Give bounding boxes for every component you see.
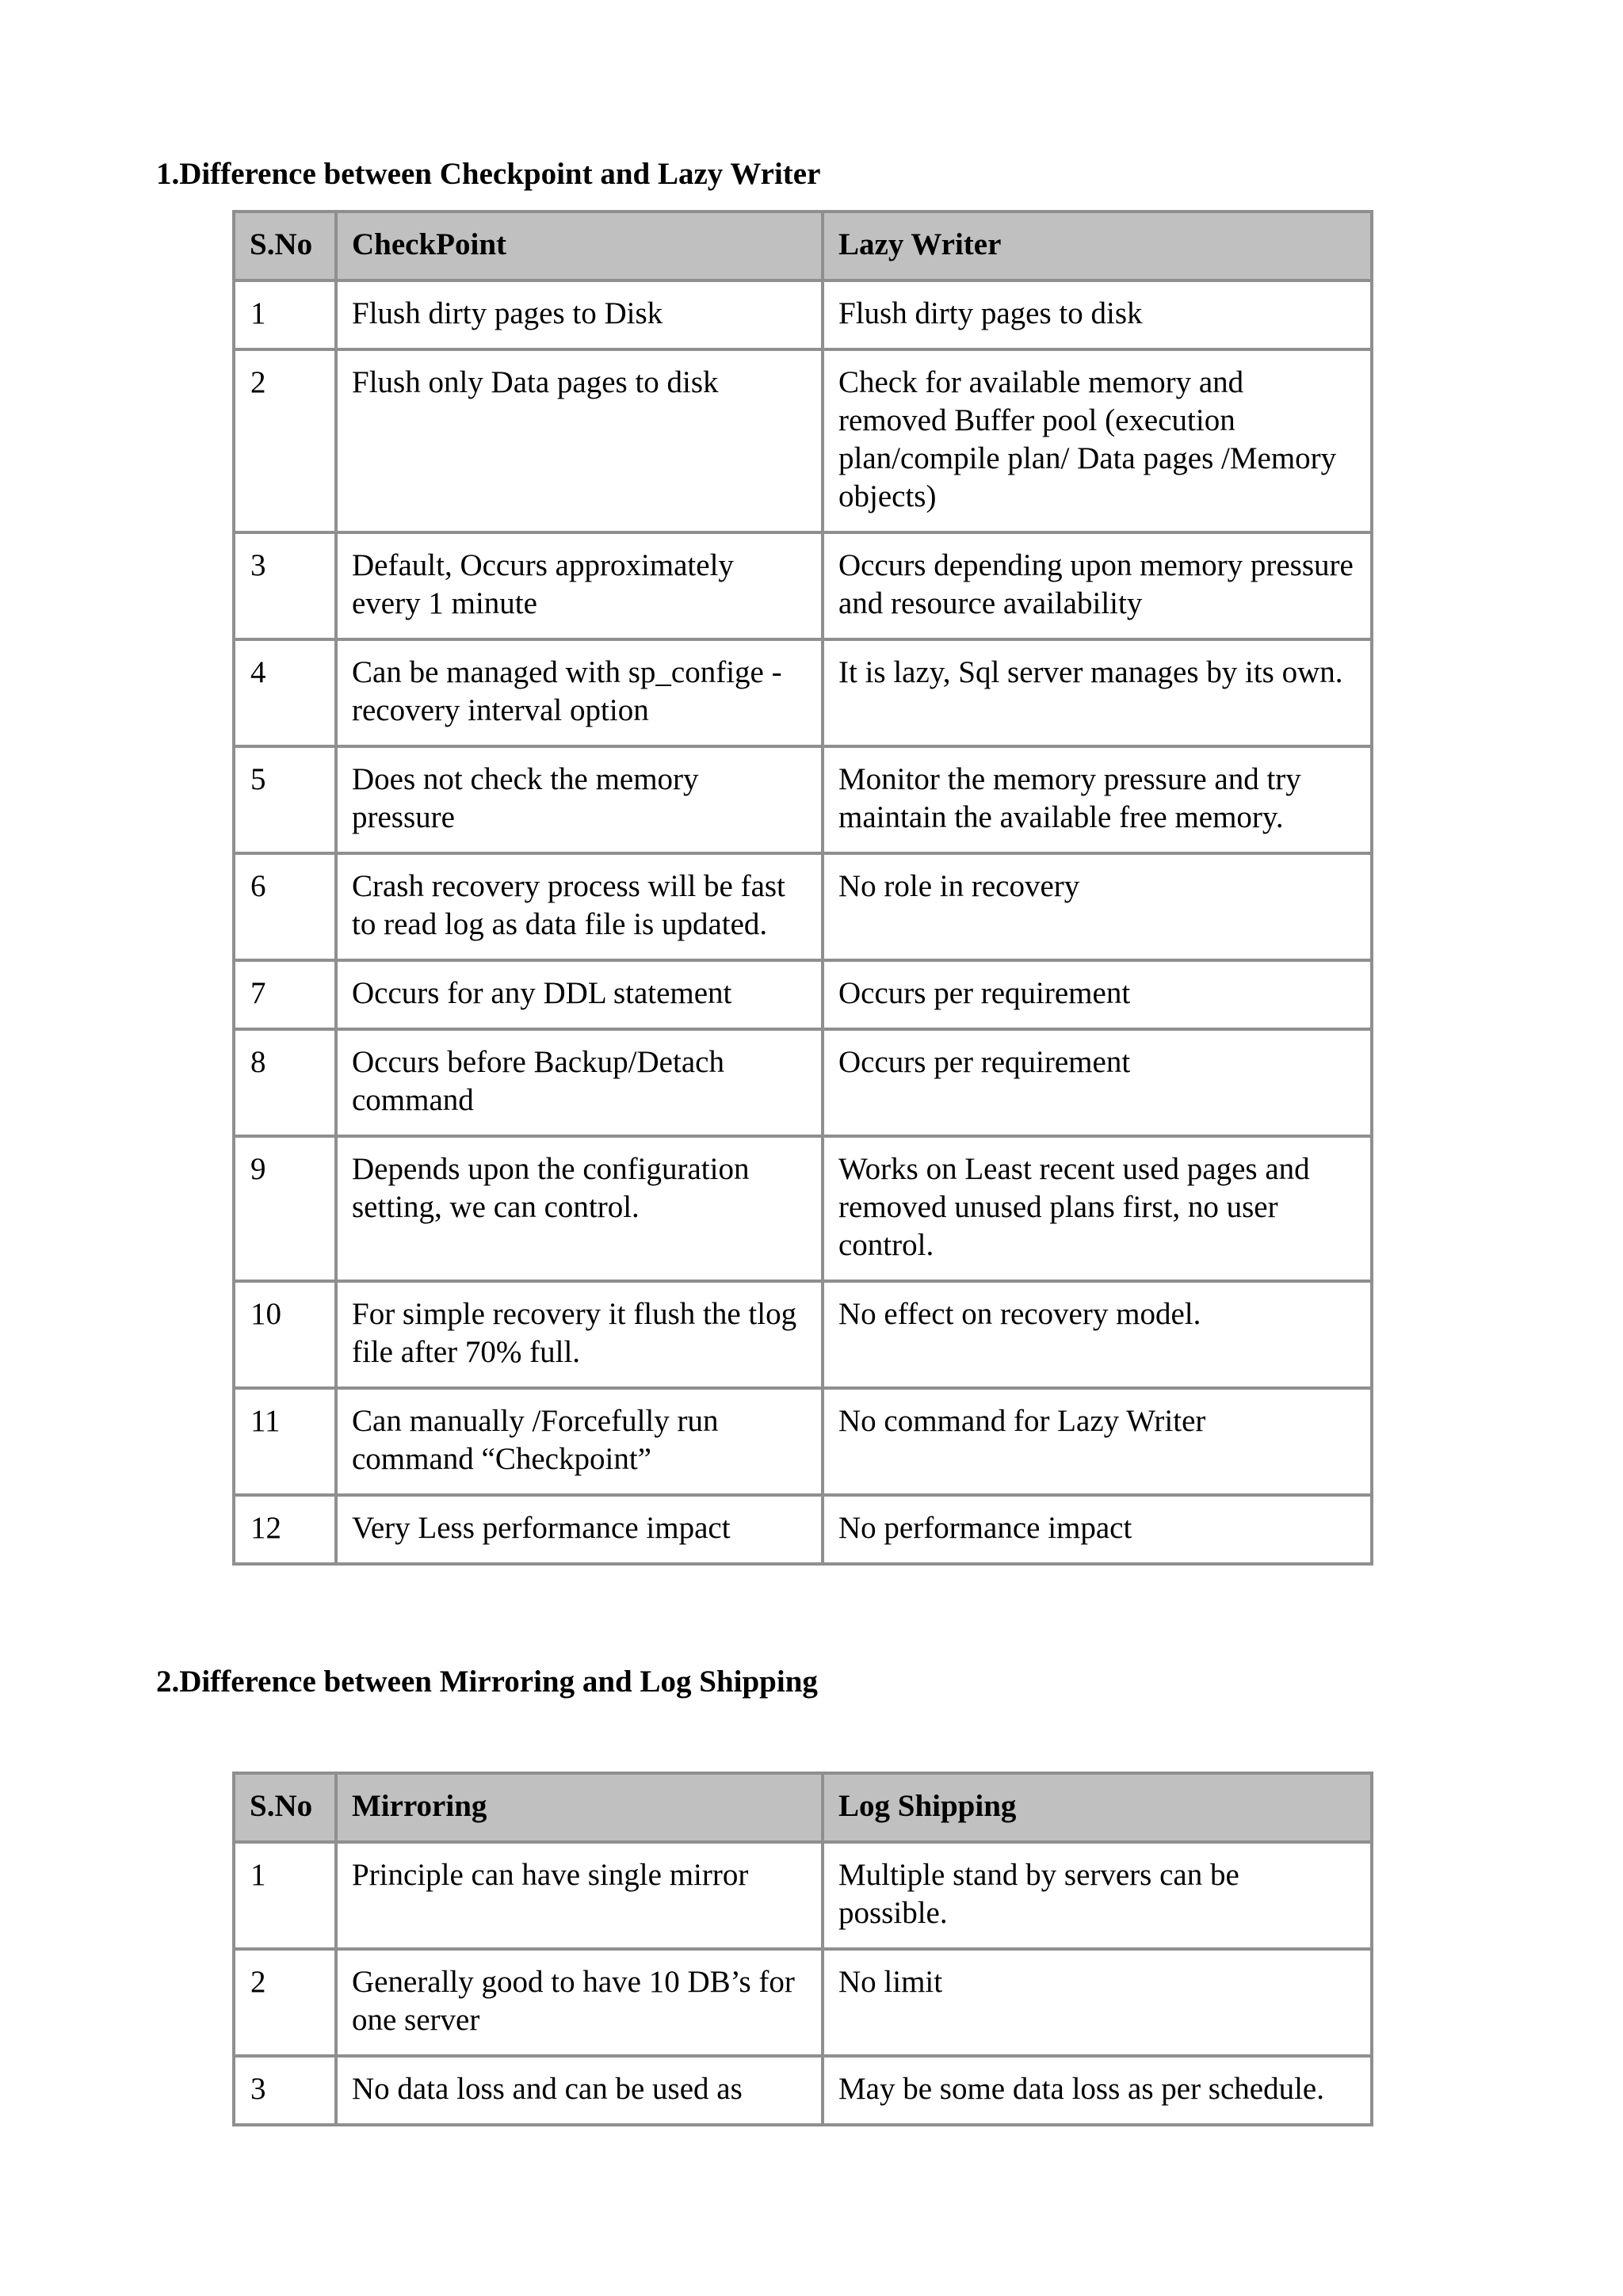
cell-lazy-writer: Occurs depending upon memory pressure and resource availability bbox=[823, 532, 1372, 639]
section-2-title: 2.Difference between Mirroring and Log Shipping bbox=[156, 1665, 818, 1699]
cell-checkpoint: Does not check the memory pressure bbox=[336, 746, 823, 853]
table-row bbox=[234, 1949, 1372, 2056]
cell-sno: 12 bbox=[234, 1495, 336, 1564]
column-header-mirroring: Mirroring bbox=[336, 1773, 823, 1842]
cell-log-shipping: Multiple stand by servers can be possible. bbox=[823, 1842, 1372, 1949]
cell-mirroring: No data loss and can be used as bbox=[336, 2056, 823, 2125]
cell-mirroring: Generally good to have 10 DB’s for one server bbox=[336, 1949, 823, 2056]
cell-sno: 3 bbox=[234, 2056, 336, 2125]
cell-lazy-writer: It is lazy, Sql server manages by its own. bbox=[823, 639, 1372, 746]
cell-sno: 1 bbox=[234, 280, 336, 349]
cell-checkpoint: For simple recovery it flush the tlog file after 70% full. bbox=[336, 1281, 823, 1388]
mirroring-logshipping-table bbox=[232, 1772, 1373, 2126]
cell-checkpoint: Occurs for any DDL statement bbox=[336, 960, 823, 1029]
cell-log-shipping: No limit bbox=[823, 1949, 1372, 2056]
cell-lazy-writer: Monitor the memory pressure and try maintain the available free memory. bbox=[823, 746, 1372, 853]
cell-checkpoint: Depends upon the configuration setting, we can control. bbox=[336, 1136, 823, 1281]
table-row bbox=[234, 1136, 1372, 1281]
cell-checkpoint: Default, Occurs approximately every 1 minute bbox=[336, 532, 823, 639]
table-row bbox=[234, 960, 1372, 1029]
table-row bbox=[234, 532, 1372, 639]
section-1-title: 1.Difference between Checkpoint and Lazy Writer bbox=[156, 157, 821, 191]
table-row bbox=[234, 349, 1372, 532]
cell-lazy-writer: No role in recovery bbox=[823, 853, 1372, 960]
cell-checkpoint: Can be managed with sp_confige -recovery interval option bbox=[336, 639, 823, 746]
cell-sno: 11 bbox=[234, 1388, 336, 1495]
cell-lazy-writer: No performance impact bbox=[823, 1495, 1372, 1564]
table-row bbox=[234, 2056, 1372, 2125]
checkpoint-lazywriter-table bbox=[232, 210, 1373, 1566]
cell-sno: 6 bbox=[234, 853, 336, 960]
cell-mirroring: Principle can have single mirror bbox=[336, 1842, 823, 1949]
column-header-checkpoint: CheckPoint bbox=[336, 212, 823, 280]
cell-sno: 7 bbox=[234, 960, 336, 1029]
table-header-row bbox=[234, 212, 1372, 280]
table-row bbox=[234, 639, 1372, 746]
table-row bbox=[234, 1281, 1372, 1388]
cell-lazy-writer: Occurs per requirement bbox=[823, 1029, 1372, 1136]
table-row bbox=[234, 746, 1372, 853]
cell-sno: 4 bbox=[234, 639, 336, 746]
cell-sno: 5 bbox=[234, 746, 336, 853]
cell-sno: 8 bbox=[234, 1029, 336, 1136]
column-header-sno: S.No bbox=[234, 1773, 336, 1842]
cell-checkpoint: Can manually /Forcefully run command “Checkpoint” bbox=[336, 1388, 823, 1495]
table-row bbox=[234, 1029, 1372, 1136]
cell-sno: 9 bbox=[234, 1136, 336, 1281]
table-row bbox=[234, 1842, 1372, 1949]
cell-checkpoint: Flush dirty pages to Disk bbox=[336, 280, 823, 349]
cell-lazy-writer: No effect on recovery model. bbox=[823, 1281, 1372, 1388]
cell-checkpoint: Flush only Data pages to disk bbox=[336, 349, 823, 532]
cell-checkpoint: Occurs before Backup/Detach command bbox=[336, 1029, 823, 1136]
column-header-log-shipping: Log Shipping bbox=[823, 1773, 1372, 1842]
cell-sno: 2 bbox=[234, 349, 336, 532]
column-header-lazy-writer: Lazy Writer bbox=[823, 212, 1372, 280]
cell-lazy-writer: Occurs per requirement bbox=[823, 960, 1372, 1029]
cell-lazy-writer: Check for available memory and removed Buffer pool (execution plan/compile plan/ Data pages /Memory objects) bbox=[823, 349, 1372, 532]
cell-checkpoint: Crash recovery process will be fast to read log as data file is updated. bbox=[336, 853, 823, 960]
table-header-row bbox=[234, 1773, 1372, 1842]
cell-sno: 2 bbox=[234, 1949, 336, 2056]
cell-lazy-writer: Flush dirty pages to disk bbox=[823, 280, 1372, 349]
column-header-sno: S.No bbox=[234, 212, 336, 280]
table-row bbox=[234, 1388, 1372, 1495]
cell-lazy-writer: No command for Lazy Writer bbox=[823, 1388, 1372, 1495]
table-row bbox=[234, 280, 1372, 349]
table-row bbox=[234, 853, 1372, 960]
cell-lazy-writer: Works on Least recent used pages and removed unused plans first, no user control. bbox=[823, 1136, 1372, 1281]
cell-sno: 10 bbox=[234, 1281, 336, 1388]
cell-sno: 1 bbox=[234, 1842, 336, 1949]
table-row bbox=[234, 1495, 1372, 1564]
cell-checkpoint: Very Less performance impact bbox=[336, 1495, 823, 1564]
cell-sno: 3 bbox=[234, 532, 336, 639]
cell-log-shipping: May be some data loss as per schedule. bbox=[823, 2056, 1372, 2125]
